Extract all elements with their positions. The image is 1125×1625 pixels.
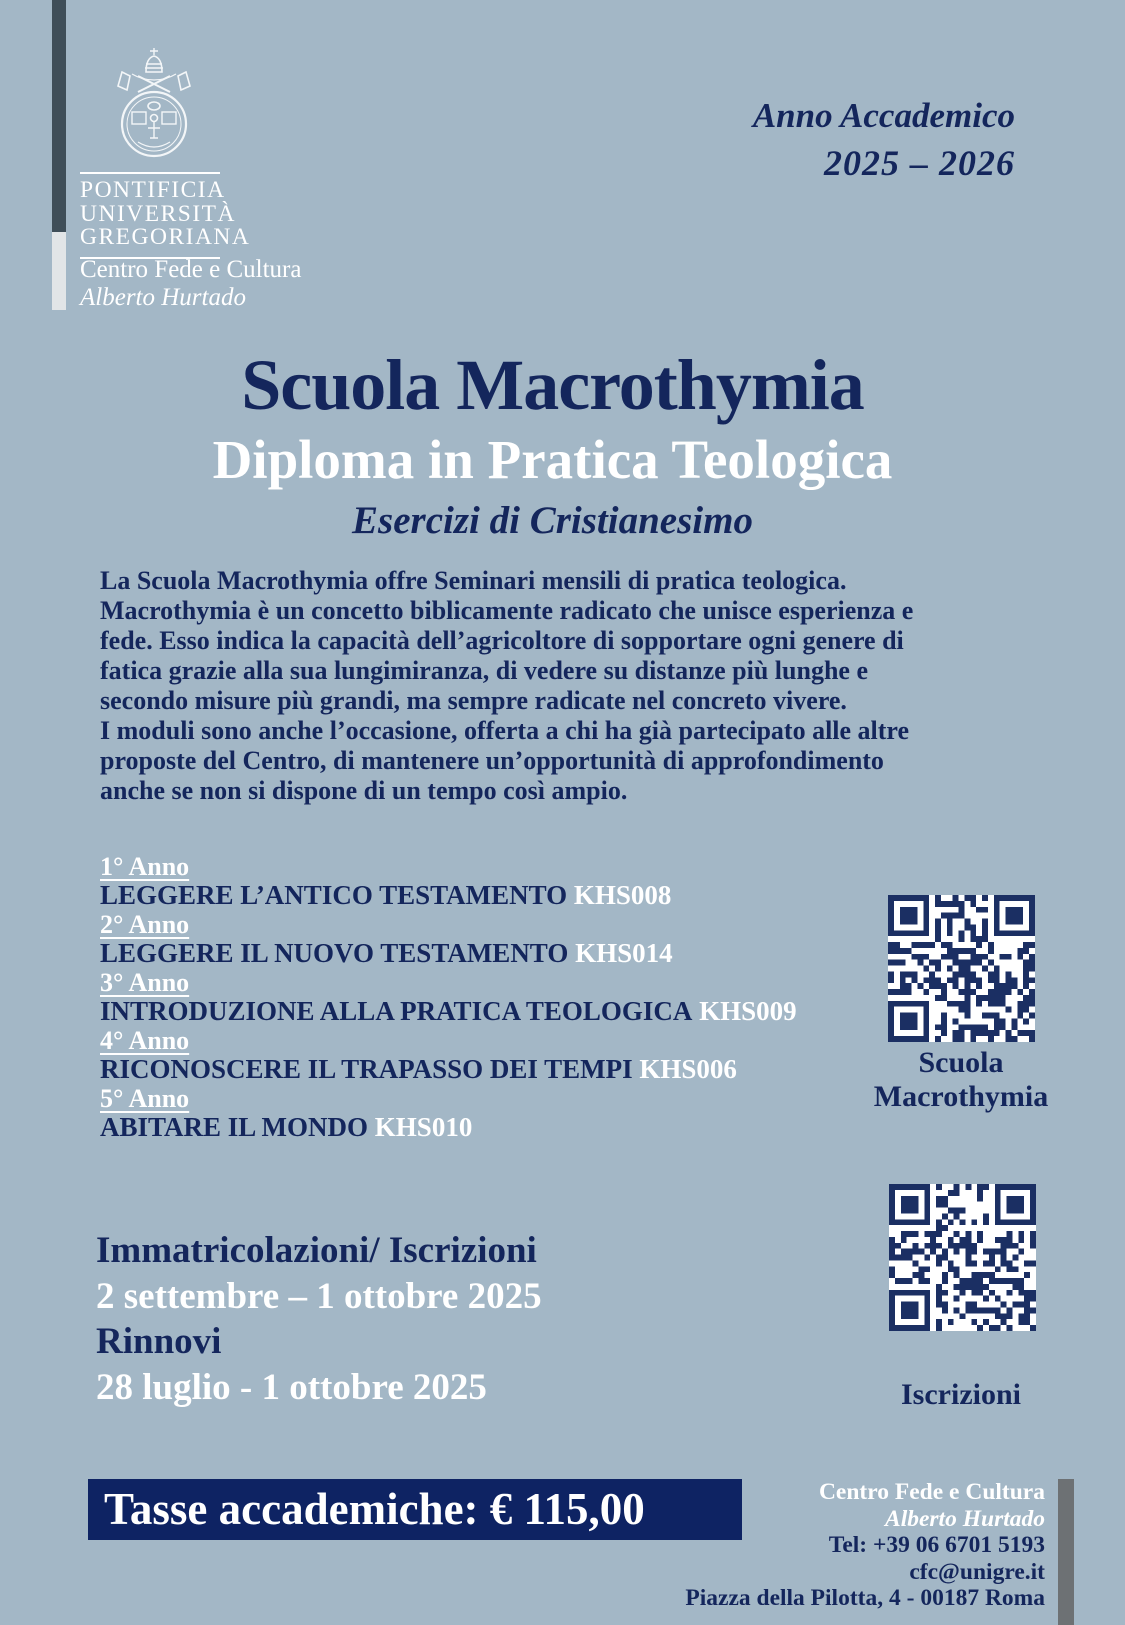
qr-code-scuola-macrothymia [888, 895, 1035, 1042]
fees-banner: Tasse accademiche: € 115,00 [88, 1479, 742, 1540]
university-name-line2: UNIVERSITÀ [80, 200, 236, 227]
description-paragraph-1: La Scuola Macrothymia offre Seminari mensili di pratica teologica. Macrothymia è un concetto biblicamente radicato che unisce esperienza e fede. Esso indica la capacità dell’agricoltore di sopportare ogni genere di fatica grazie alla sua lungimiranza, di vedere su distanze più lunghe e secondo misure più grandi, ma sempre radicate nel concreto vivere. [100, 566, 914, 715]
centre-person: Alberto Hurtado [80, 284, 246, 311]
university-name [80, 172, 251, 259]
renewals-label: Rinnovi [96, 1321, 222, 1362]
course-list [100, 852, 820, 1142]
poster-subtitle: Esercizi di Cristianesimo [352, 499, 753, 542]
description-paragraph-2: I moduli sono anche l’occasione, offerta a chi ha già partecipato alle altre proposte del Centro, di mantenere un’opportunità di approfondimento anche se non si dispone di un tempo così ampio. [100, 716, 910, 805]
course-code: KHS009 [699, 996, 797, 1026]
qr-caption-scuola: Scuola Macrothymia [873, 1046, 1049, 1113]
course-code: KHS006 [639, 1054, 737, 1084]
course-title [100, 997, 820, 1026]
footer-email: cfc@unigre.it [909, 1558, 1045, 1585]
course-code: KHS010 [374, 1112, 473, 1142]
footer-address: Piazza della Pilotta, 4 - 00187 Roma [685, 1585, 1045, 1611]
university-name-line3: GREGORIANA [80, 224, 251, 250]
course-title [100, 1055, 820, 1084]
course-year: 1° Anno [100, 852, 190, 881]
course-year: 4° Anno [100, 1026, 190, 1055]
course-year: 5° Anno [100, 1084, 190, 1113]
course-title-text: LEGGERE IL NUOVO TESTAMENTO [100, 938, 569, 968]
enrollment-block [96, 1228, 736, 1410]
footer-person: Alberto Hurtado [885, 1505, 1045, 1532]
course-title-text: INTRODUZIONE ALLA PRATICA TEOLOGICA [100, 996, 693, 1026]
right-accent-bar [1058, 1479, 1074, 1625]
course-title-text: ABITARE IL MONDO [100, 1112, 369, 1142]
left-accent-bar-light [52, 232, 66, 310]
description [100, 566, 945, 806]
footer-contacts [600, 1479, 1045, 1612]
university-emblem-icon [108, 46, 200, 168]
course-code: KHS008 [573, 880, 672, 910]
qr-caption-iscrizioni: Iscrizioni [901, 1378, 1021, 1411]
course-title-text: RICONOSCERE IL TRAPASSO DEI TEMPI [100, 1054, 633, 1084]
course-year: 2° Anno [100, 910, 190, 939]
course-title [100, 1113, 820, 1142]
course-year: 3° Anno [100, 968, 190, 997]
centre-name: Centro Fede e Cultura [80, 256, 302, 283]
renewals-period: 28 luglio - 1 ottobre 2025 [96, 1366, 487, 1408]
footer-tel: Tel: +39 06 6701 5193 [828, 1532, 1045, 1558]
course-title-text: LEGGERE L’ANTICO TESTAMENTO [100, 880, 568, 910]
left-accent-bar-dark [52, 0, 66, 232]
academic-year-label: Anno Accademico [752, 96, 1015, 135]
course-title [100, 939, 820, 968]
university-name-line1: PONTIFICIA [80, 177, 226, 203]
course-code: KHS014 [575, 938, 673, 968]
course-title [100, 881, 820, 910]
enrollment-title: Immatricolazioni/ Iscrizioni [96, 1230, 537, 1271]
school-title: Scuola Macrothymia [241, 345, 864, 425]
diploma-title: Diploma in Pratica Teologica [212, 429, 893, 490]
qr-code-iscrizioni [889, 1184, 1036, 1331]
enrollment-period: 2 settembre – 1 ottobre 2025 [96, 1275, 542, 1317]
academic-year-value: 2025 – 2026 [824, 143, 1015, 183]
footer-org: Centro Fede e Cultura [818, 1479, 1045, 1505]
